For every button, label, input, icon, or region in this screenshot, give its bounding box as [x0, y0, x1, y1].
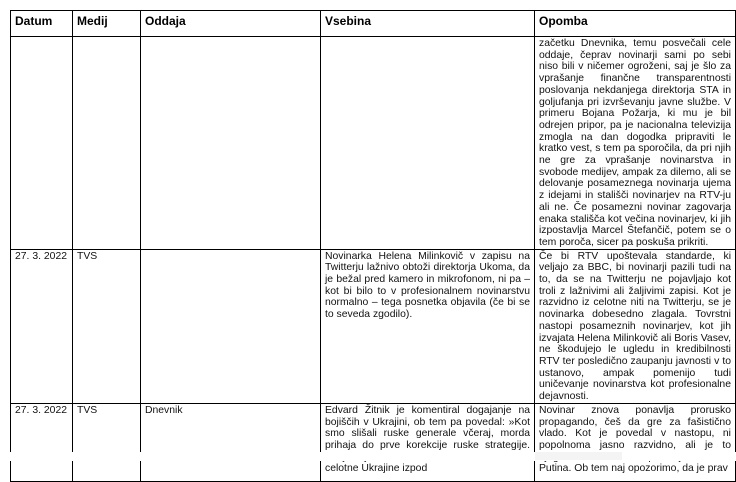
cell-opomba: začetku Dnevnika, temu posvečali cele oddaje, čeprav novinarji sami po sebi niso bili v ničemer ogroženi, saj je šlo za vprašanje finančne transparentnosti poslovanja nekdanjega direktorja STA in goljufanja pri izvrševanju javne službe. V primeru Bojana Požarja, ki mu je bil odrejen pripor, pa je nacionalna televizija zmogla na dan dogodka pripraviti le kratko vest, s tem pa sporočila, da pri njih ne gre za vprašanje novinarstva in svobode medijev, ampak za dilemo, ali se delovanje posameznega novinarja ujema z idejami in stališči novinarjev na RTV-ju ali ne. Če posamezni novinar zagovarja enaka stališča kot večina novinarjev, ki jih izpostavlja Marcel Štefančič, potem se o tem poroča, sicer pa poskuša prikriti. — [535, 37, 736, 250]
cell-vsebina: Novinarka Helena Milinkovič v zapisu na Twitterju lažnivo obtoži direktorja Ukoma, da je bežal pred kamero in mikrofonom, ni pa – kot bi bilo to v profesionalnem novinarstvu normalno – tega posnetka objavila (če bi se to seveda zgodilo). — [321, 249, 535, 403]
header-oddaja: Oddaja — [141, 11, 321, 37]
cell-medij: TVS — [73, 249, 141, 403]
cell-vsebina: Edvard Žitnik je komentiral dogajanje na bojiščih v Ukrajini, ob tem pa povedal: »Kot smo slišali ruske generale včeraj, morda prihaja do prve korekcije ruske strategije. celotne Ukrajine izpod — [321, 403, 535, 481]
cell-datum: 27. 3. 2022 — [11, 403, 73, 481]
cell-vsebina — [321, 37, 535, 250]
cell-medij: TVS — [73, 403, 141, 481]
cell-opomba: Novinar znova ponavlja prorusko propagando, češ da gre za fašistično vlado. Kot je povedal v nastopu, ni popolnoma jasno razvidno, ali je to Putina. Ob tem naj opozorimo, da je prav — [535, 403, 736, 481]
cell-medij — [73, 37, 141, 250]
scroll-shade — [535, 452, 622, 460]
page-bottom-crop — [0, 452, 736, 461]
header-medij: Medij — [73, 11, 141, 37]
cell-oddaja — [141, 37, 321, 250]
cell-opomba: Če bi RTV upoštevala standarde, ki veljajo za BBC, bi novinarji pazili tudi na to, da se na Twitterju ne pojavljajo kot troli z lažnivimi ali žaljivimi zapisi. Kot je razvidno iz celotne niti na Twitterju, se je novinarka dobesedno zlagala. Tovrstni nastopi posameznih novinarjev, kot jih izvajata Helena Milinkovič ali Boris Vasev, ne škodujejo le ugledu in kredibilnosti RTV ter posledično zaupanju javnosti v to ustanovo, ampak pomenijo tudi uničevanje novinarstva kot profesionalne dejavnosti. — [535, 249, 736, 403]
header-opomba: Opomba — [535, 11, 736, 37]
header-vsebina: Vsebina — [321, 11, 535, 37]
media-monitoring-table — [10, 10, 736, 482]
cell-oddaja: Dnevnik — [141, 403, 321, 481]
header-datum: Datum — [11, 11, 73, 37]
table-header-row — [11, 11, 736, 37]
table-row — [11, 403, 736, 481]
cell-datum — [11, 37, 73, 250]
cell-datum: 27. 3. 2022 — [11, 249, 73, 403]
table-row — [11, 249, 736, 403]
cell-oddaja — [141, 249, 321, 403]
table-row — [11, 37, 736, 250]
